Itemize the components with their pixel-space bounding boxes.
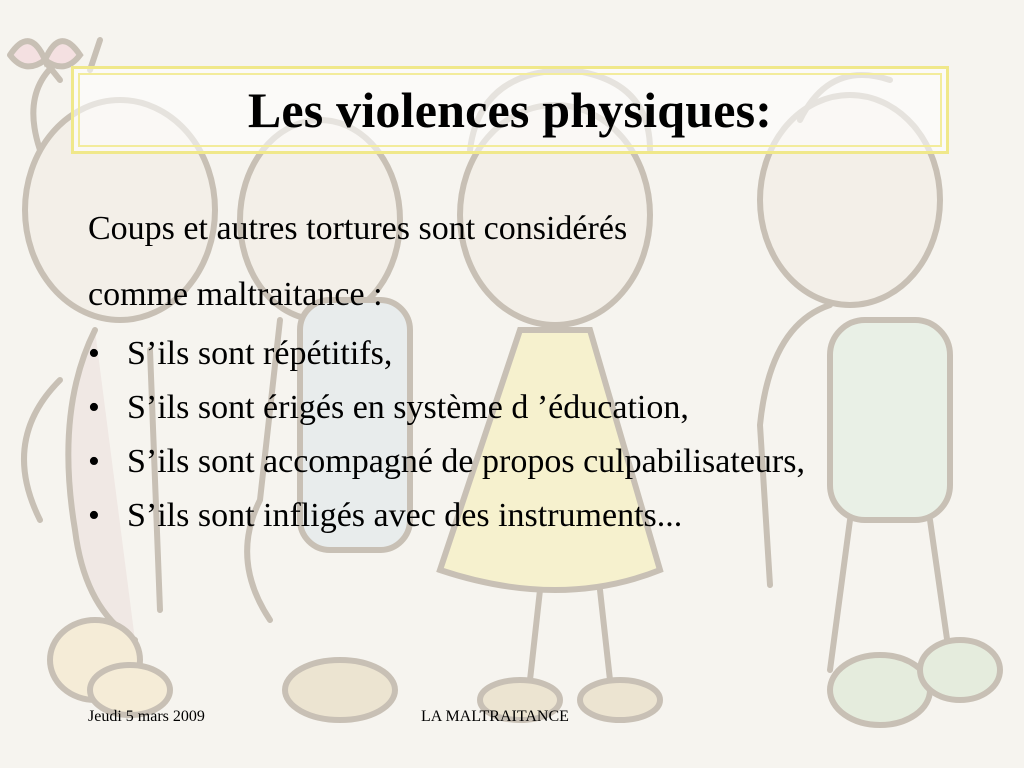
intro-line-2: comme maltraitance : — [88, 276, 383, 313]
bullet-text: S’ils sont infligés avec des instruments... — [127, 497, 683, 534]
slide-body — [88, 196, 948, 536]
list-item — [88, 388, 948, 428]
slide-title: Les violences physiques: — [247, 82, 773, 138]
footer-date: Jeudi 5 mars 2009 — [88, 708, 205, 725]
bullet-list — [88, 334, 948, 536]
intro-line-1: Coups et autres tortures sont considérés — [88, 210, 628, 247]
bullet-text: S’ils sont érigés en système d ’éducation, — [127, 389, 689, 426]
footer-title: LA MALTRAITANCE — [421, 708, 569, 725]
bullet-text: S’ils sont accompagné de propos culpabilisateurs, — [127, 443, 805, 480]
bullet-icon: • — [88, 389, 100, 426]
title-frame — [71, 66, 949, 154]
bullet-icon: • — [88, 335, 100, 372]
list-item — [88, 334, 948, 374]
list-item — [88, 496, 948, 536]
bullet-icon: • — [88, 443, 100, 480]
list-item — [88, 442, 948, 482]
bullet-icon: • — [88, 497, 100, 534]
bullet-text: S’ils sont répétitifs, — [127, 335, 393, 372]
